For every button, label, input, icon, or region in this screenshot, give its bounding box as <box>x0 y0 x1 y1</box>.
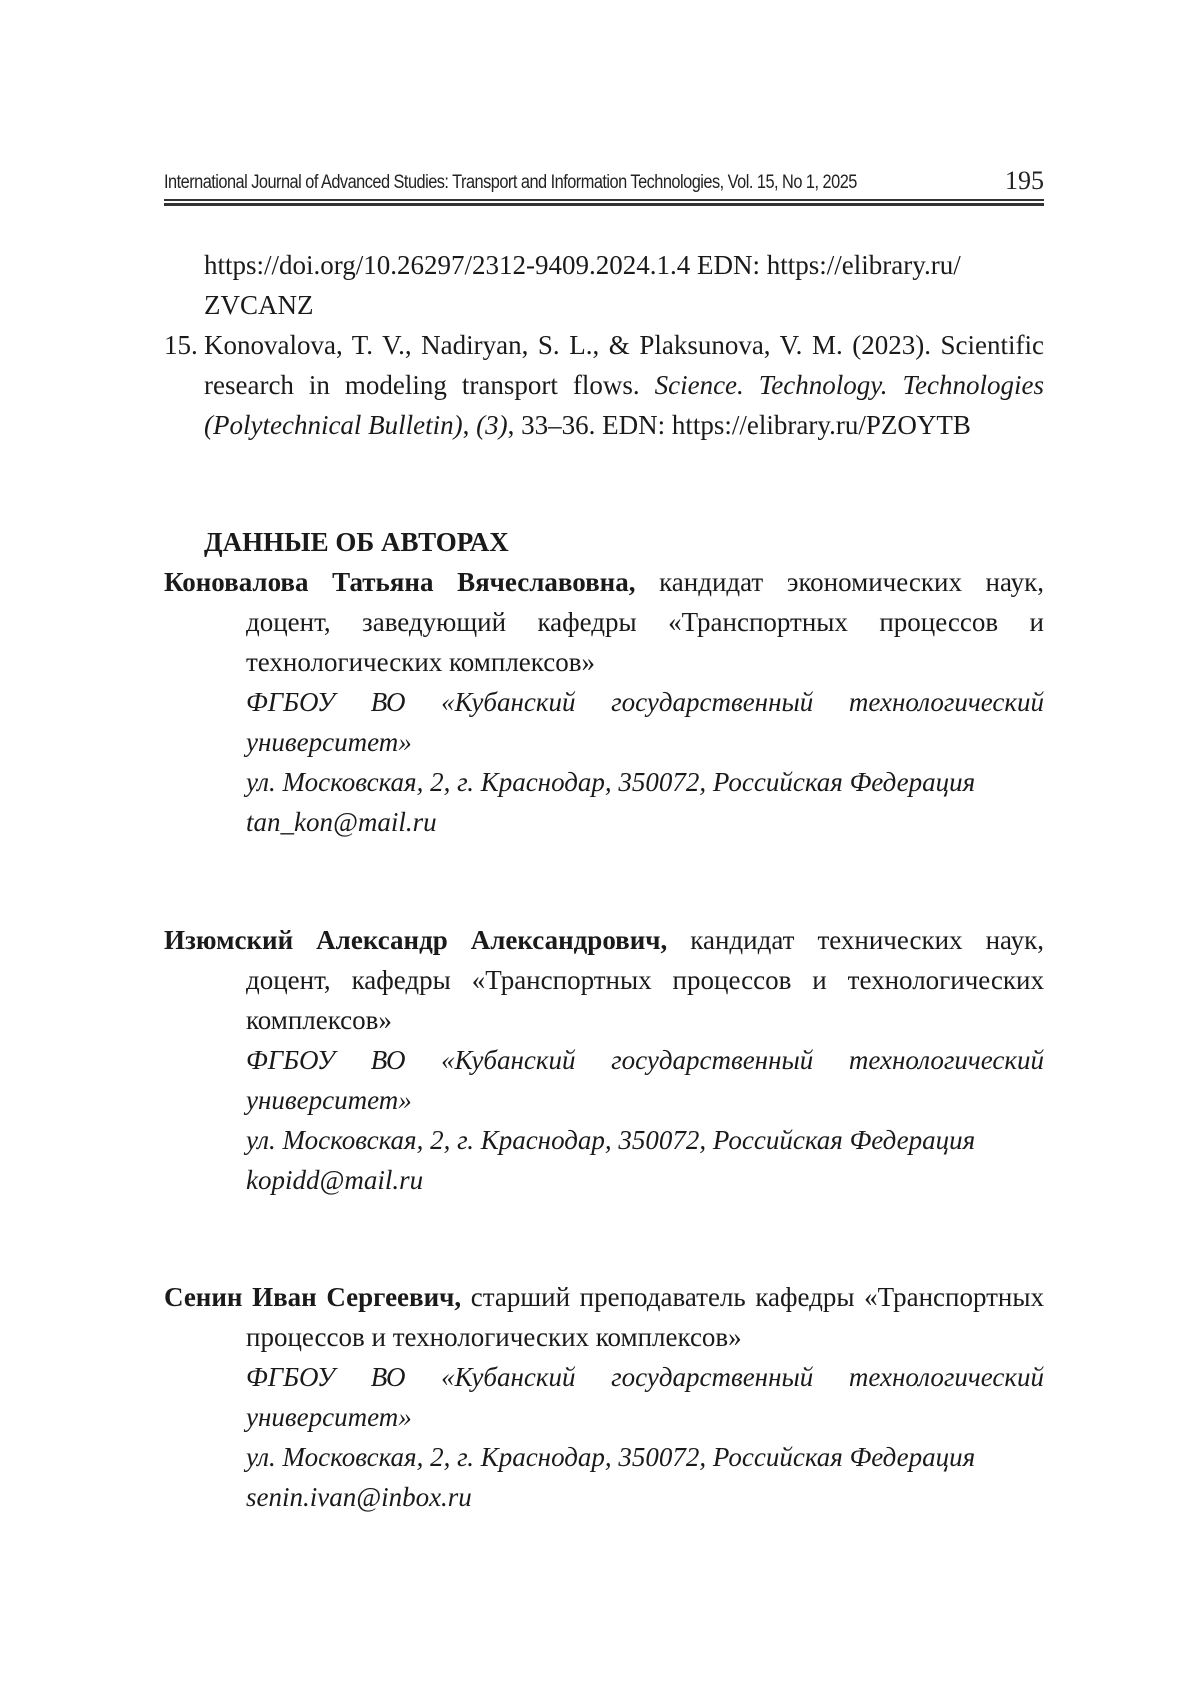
journal-page <box>164 0 1044 1703</box>
author-address: ул. Московская, 2, г. Краснодар, 350072, Российская Федерация <box>246 1442 976 1472</box>
author-entry <box>164 1277 1044 1517</box>
reference-edn-code: ZVCANZ <box>204 290 314 320</box>
author-email: senin.ivan@inbox.ru <box>246 1482 472 1512</box>
author-name: Изюмский Александр Александрович, <box>164 925 668 955</box>
reference-continuation <box>164 245 1044 325</box>
running-header <box>164 158 1044 194</box>
author-organization: ФГБОУ ВО «Кубанский государственный технологический университет» <box>246 687 1044 757</box>
reference-authors-title: Konovalova, T. V., Nadiryan, S. L., & Plaksunova, V. M. (2023). Scientific research in modeling transport flows. <box>204 330 1044 400</box>
reference-pages-edn: , 33–36. EDN: https://elibrary.ru/PZOYTB <box>507 410 971 440</box>
author-position: старший преподаватель кафедры «Транспортных процессов и технологических комплексов» <box>246 1282 1044 1352</box>
author-position: кандидат экономических наук, доцент, заведующий кафедры «Транспортных процессов и технологических комплексов» <box>246 567 1044 677</box>
author-organization: ФГБОУ ВО «Кубанский государственный технологический университет» <box>246 1362 1044 1432</box>
author-description <box>164 1277 1044 1357</box>
journal-title: International Journal of Advanced Studies: Transport and Information Technologies, Vol. 15, No 1, 2025 <box>164 172 857 193</box>
author-address: ул. Московская, 2, г. Краснодар, 350072, Российская Федерация <box>246 767 976 797</box>
section-heading: ДАННЫЕ ОБ АВТОРАХ <box>204 527 509 557</box>
reference-separator: , <box>462 410 477 440</box>
author-email: kopidd@mail.ru <box>246 1165 424 1195</box>
author-description <box>164 920 1044 1040</box>
author-address: ул. Московская, 2, г. Краснодар, 350072, Российская Федерация <box>246 1125 976 1155</box>
author-position: кандидат технических наук, доцент, кафедры «Транспортных процессов и технологических комплексов» <box>246 925 1044 1035</box>
author-organization: ФГБОУ ВО «Кубанский государственный технологический университет» <box>246 1045 1044 1115</box>
author-name: Коновалова Татьяна Вячеславовна, <box>164 567 636 597</box>
author-description <box>164 562 1044 682</box>
reference-text <box>204 325 1044 445</box>
header-rule-thick <box>164 203 1044 206</box>
reference-number: 15. <box>164 330 198 360</box>
reference-doi-line: https://doi.org/10.26297/2312-9409.2024.1.4 EDN: https://elibrary.ru/ <box>204 250 961 280</box>
reference-item-15 <box>164 325 1044 445</box>
page-number: 195 <box>1005 166 1044 195</box>
reference-issue: (3) <box>476 410 508 440</box>
header-rule-thin <box>164 199 1044 201</box>
author-name: Сенин Иван Сергеевич, <box>164 1282 462 1312</box>
reference-journal: Science. Technology. Technologies (Polytechnical Bulletin) <box>204 370 1045 440</box>
author-entry <box>164 562 1044 842</box>
author-email: tan_kon@mail.ru <box>246 807 437 837</box>
author-entry <box>164 920 1044 1200</box>
